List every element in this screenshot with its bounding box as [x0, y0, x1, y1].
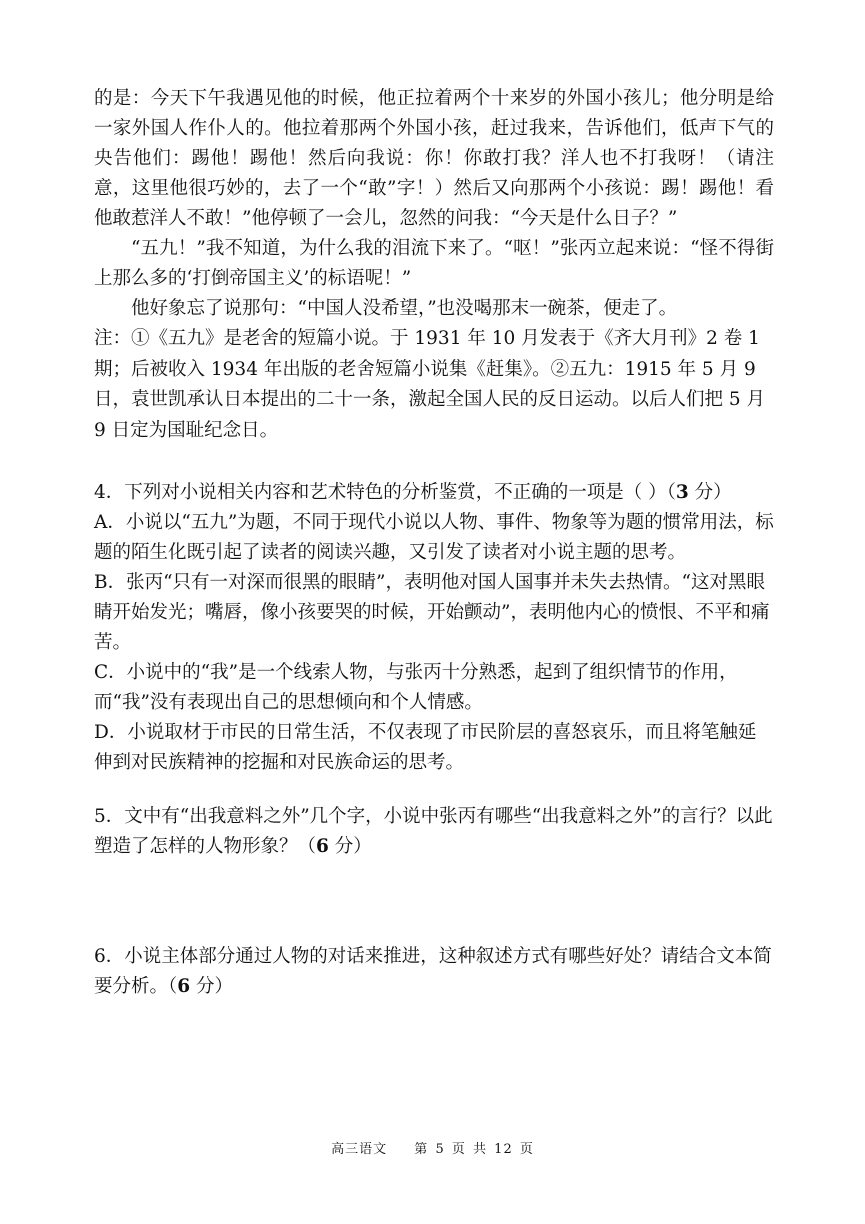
- question-stem-end: 分）: [328, 836, 372, 857]
- question-stem: [94, 942, 774, 1002]
- question-stem-text: 4．下列对小说相关内容和艺术特色的分析鉴赏，不正确的一项是（ ）（: [94, 482, 676, 503]
- footer-page-word: 页: [451, 1142, 466, 1157]
- footer-total-pages: 12: [494, 1142, 513, 1157]
- passage-paragraph: “五九！”我不知道，为什么我的泪流下来了。“呕！”张丙立起来说：“怪不得街上那么多的‘打倒帝国主义’的标语呢！”: [94, 238, 774, 289]
- footer-total-prefix: 共: [473, 1142, 488, 1157]
- option-c: C．小说中的“我”是一个线索人物，与张丙十分熟悉，起到了组织情节的作用，而“我”没有表现出自己的思想倾向和个人情感。: [94, 662, 738, 713]
- footer-page-prefix: 第: [414, 1142, 429, 1157]
- question-score: 6: [177, 976, 191, 997]
- question-stem: [94, 478, 774, 508]
- option-b: B．张丙“只有一对深而很黑的眼睛”，表明他对国人国事并未失去热情。“这对黑眼睛开始发光；嘴唇，像小孩要哭的时候，开始颤动”，表明他内心的愤恨、不平和痛苦。: [94, 572, 770, 653]
- question-score: 6: [316, 836, 329, 857]
- exam-page: [94, 84, 774, 1002]
- passage-paragraph: 他好象忘了说那句：“中国人没希望，”也没喝那末一碗茶，便走了。: [131, 298, 678, 319]
- question-stem: [94, 802, 774, 862]
- passage-paragraph: 的是：今天下午我遇见他的时候，他正拉着两个十来岁的外国小孩儿；他分明是给一家外国人作仆人的。他拉着那两个外国小孩，赶过我来，告诉他们，低声下气的央告他们：踢他！踢他！然后向我说：你！你敢打我？洋人也不打我呀！（请注意，这里他很巧妙的，去了一个“敢”字！）然后又向那两个小孩说：踢！踢他！看他敢惹洋人不敢！”他停顿了一会儿，忽然的问我：“今天是什么日子？”: [94, 88, 774, 229]
- option-a: A．小说以“五九”为题，不同于现代小说以人物、事件、物象等为题的惯常用法，标题的陌生化既引起了读者的阅读兴趣，又引发了读者对小说主题的思考。: [94, 512, 774, 563]
- question-4: [94, 478, 774, 778]
- question-5: [94, 802, 774, 862]
- footer-total-word: 页: [519, 1142, 534, 1157]
- question-stem-text: 5．文中有“出我意料之外”几个字，小说中张丙有哪些“出我意料之外”的言行？以此塑造了怎样的人物形象？（: [94, 806, 773, 857]
- question-stem-text: 6．小说主体部分通过人物的对话来推进，这种叙述方式有哪些好处？请结合文本简要分析。（: [94, 946, 772, 997]
- option-d: D．小说取材于市民的日常生活，不仅表现了市民阶层的喜怒哀乐，而且将笔触延伸到对民族精神的挖掘和对民族命运的思考。: [94, 722, 757, 773]
- question-6: [94, 942, 774, 1002]
- page-footer: [0, 1138, 865, 1157]
- question-stem-end: 分）: [190, 976, 234, 997]
- footer-subject: 高三语文: [331, 1142, 388, 1157]
- footer-page-number: 5: [435, 1142, 445, 1157]
- passage-note: 注：①《五九》是老舍的短篇小说。于 1931 年 10 月发表于《齐大月刊》2 卷 1 期；后被收入 1934 年出版的老舍短篇小说集《赶集》。②五九：1915 年 5 月 9 日，袁世凯承认日本提出的二十一条，激起全国人民的反日运动。以后人们把 5 月 9 日定为国耻纪念日。: [94, 328, 766, 441]
- question-stem-end: 分）: [688, 482, 732, 503]
- question-score: 3: [675, 482, 689, 503]
